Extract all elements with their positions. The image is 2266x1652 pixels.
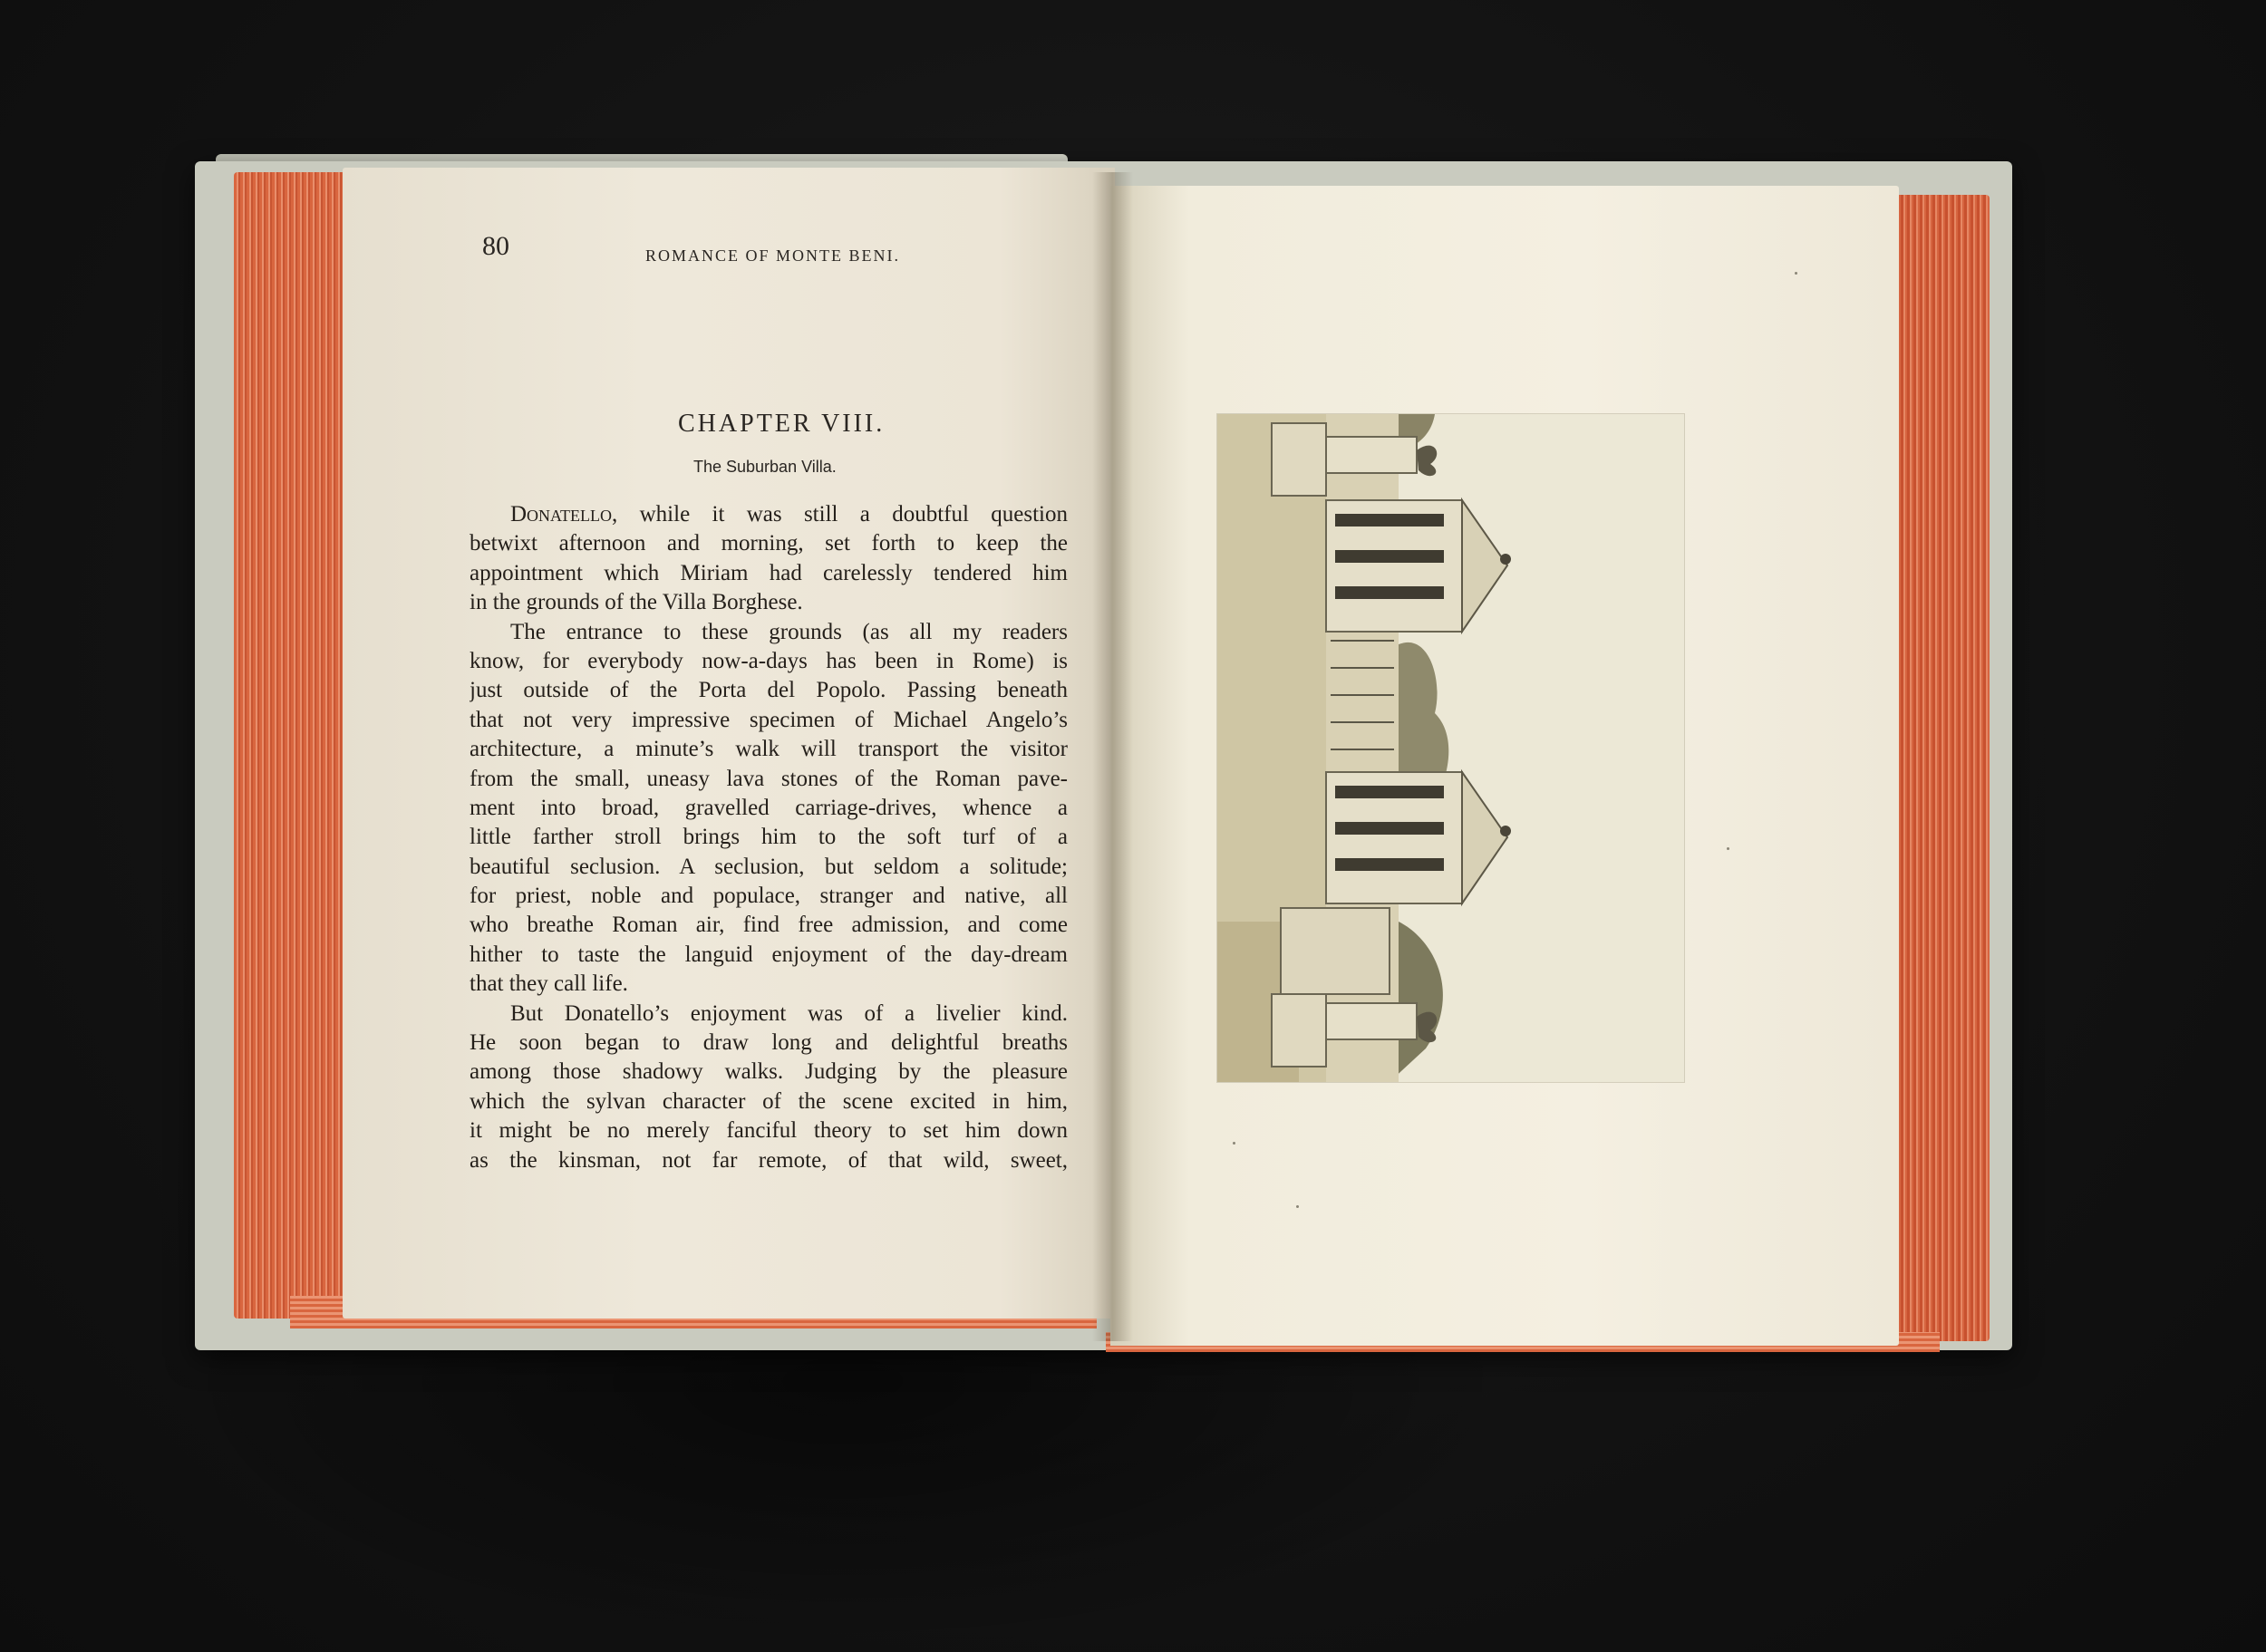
drop-word: Donatello (510, 502, 613, 527)
text-line: hither to taste the languid enjoyment of the day-dream (470, 942, 1068, 967)
running-head: ROMANCE OF MONTE BENI. (645, 246, 901, 265)
chapter-body (470, 500, 1068, 1175)
text-line: in the grounds of the Villa Borghese. (470, 590, 803, 615)
text-line: beautiful seclusion. A seclusion, but seldom a solitude; (470, 854, 1068, 879)
text-line: ment into broad, gravelled carriage-drives, whence a (470, 795, 1068, 820)
book-shadow (163, 1314, 1523, 1649)
villa-photograph-icon (1217, 414, 1684, 1082)
text-line: as the kinsman, not far remote, of that wild, sweet, (470, 1147, 1068, 1173)
page-number: 80 (482, 231, 509, 261)
paper-speck (1296, 1205, 1299, 1208)
paper-speck (1727, 847, 1729, 850)
text-line: betwixt afternoon and morning, set forth to keep the (470, 531, 1068, 556)
paper-speck (1795, 272, 1797, 275)
page-edges-right (1894, 195, 1990, 1341)
text-line: Donatello, while it was still a doubtful question (510, 502, 1068, 527)
text-line: among those shadowy walks. Judging by the pleasure (470, 1059, 1068, 1085)
chapter-title: CHAPTER VIII. (678, 410, 886, 438)
text-line: little farther stroll brings him to the soft turf of a (470, 825, 1068, 850)
text-line: just outside of the Porta del Popolo. Passing beneath (470, 678, 1068, 703)
text-line: from the small, uneasy lava stones of the Roman pave- (470, 766, 1068, 791)
text-line: appointment which Miriam had carelessly tendered him (470, 560, 1068, 585)
text-line: it might be no merely fanciful theory to set him down (470, 1118, 1068, 1144)
text-line: But Donatello’s enjoyment was of a livelier kind. (510, 1000, 1068, 1026)
text-line: that they call life. (470, 971, 628, 997)
text-line: know, for everybody now-a-days has been in Rome) is (470, 648, 1068, 673)
book-gutter (1092, 172, 1133, 1341)
text-line: He soon began to draw long and delightful breaths (470, 1030, 1068, 1056)
text-line: that not very impressive specimen of Michael Angelo’s (470, 707, 1068, 732)
text-line: The entrance to these grounds (as all my readers (510, 619, 1068, 644)
text-line: which the sylvan character of the scene excited in him, (470, 1088, 1068, 1114)
page-edges-left (234, 172, 343, 1319)
chapter-subtitle: The Suburban Villa. (693, 458, 837, 476)
photograph-plate (1217, 414, 1684, 1082)
text-line: who breathe Roman air, find free admission, and come (470, 913, 1068, 938)
text-line: architecture, a minute’s walk will transport the visitor (470, 737, 1068, 762)
text-line: for priest, noble and populace, stranger and native, all (470, 884, 1068, 909)
paper-speck (1233, 1142, 1235, 1145)
